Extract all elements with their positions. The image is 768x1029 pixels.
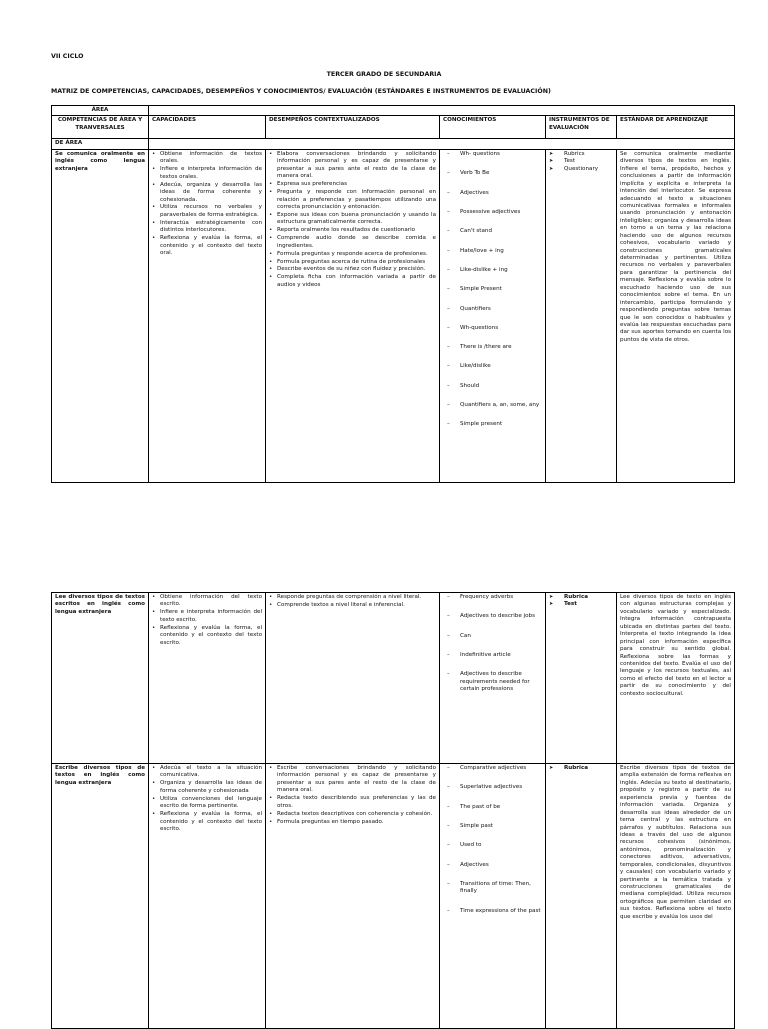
performances-list (269, 765, 436, 826)
capacities-cell (149, 764, 266, 1029)
knowledge-cell (440, 593, 546, 764)
list-item: – Adjectives (443, 862, 542, 869)
list-item: – Possessive adjectives (443, 209, 542, 216)
list-item: • Utiliza convenciones del lenguaje escrito de forma pertinente. (152, 796, 262, 811)
performances-cell (266, 149, 440, 482)
table-row (52, 149, 735, 482)
list-item: • Organiza y desarrolla las ideas de forma coherente y cohesionada (152, 780, 262, 795)
list-item: ➤ Test (549, 158, 613, 165)
list-item: ➤ Questionary (549, 166, 613, 173)
grade-title: TERCER GRADO DE SECUNDARIA (326, 71, 442, 78)
performances-list (269, 594, 436, 609)
competency-matrix-table-bottom (51, 592, 735, 1029)
col-header-competency: COMPETENCIAS DE ÁREA Y TRANVERSALES (52, 116, 149, 139)
list-item: – Wh- questions (443, 151, 542, 158)
de-area-filler (149, 139, 735, 149)
instruments-list (549, 594, 613, 609)
standard-cell: Se comunica oralmente mediante diversos tipos de textos en inglés. Infiere el tema, propósito, hechos y conclusiones a partir de información implícita y explícita e interpreta la intención del interlocutor. Se expresa adecuando el texto a situaciones comunicativas formales e informales usando pronunciación y entonación inteligibles; organiza y desarrolla ideas en torno a un tema y las relaciona haciendo uso de algunos recursos cohesivos, vocabulario variado y construcciones gramaticales determinadas y pertinentes. Utiliza recursos no verbales y paraverbales para garantizar la pertinencia del mensaje. Reflexiona y evalúa sobre lo escuchado haciendo uso de sus conocimientos sobre el tema. En un intercambio, participa formulando y respondiendo preguntas sobre temas que le son conocidos o habituales y evalúa las respuestas escuchadas para dar sus aportes tomando en cuenta los puntos de vista de otros. (617, 149, 735, 482)
list-item: – Adjectives to describe requirements needed for certain professions (443, 671, 542, 693)
list-item: – Like/dislike (443, 363, 542, 370)
list-item: • Describe eventos de su niñez con fluidez y precisión. (269, 266, 436, 273)
list-item: – Wh-questions (443, 325, 542, 332)
list-item: – Transitions of time: Then, finally (443, 881, 542, 896)
capacities-list (152, 594, 262, 647)
performances-cell (266, 593, 440, 764)
list-item: • Redacta textos descriptivos con coherencia y cohesión. (269, 811, 436, 818)
col-header-standard: ESTÁNDAR DE APRENDIZAJE (617, 116, 735, 139)
knowledge-cell (440, 149, 546, 482)
capacities-cell (149, 593, 266, 764)
list-item: – Used to (443, 842, 542, 849)
knowledge-list (443, 594, 542, 694)
list-item: • Responde preguntas de comprensión a nivel literal. (269, 594, 436, 601)
capacities-cell (149, 149, 266, 482)
list-item: • Utiliza recursos no verbales y paraverbales de forma estratégica. (152, 204, 262, 219)
instruments-list (549, 765, 613, 772)
list-item: • Formula preguntas y responde acerca de profesiones. (269, 251, 436, 258)
list-item: – Adjectives to describe jobs (443, 613, 542, 620)
col-header-instruments: INSTRUMENTOS DE EVALUACIÓN (546, 116, 617, 139)
table-row (52, 593, 735, 764)
performances-cell (266, 764, 440, 1029)
list-item: ➤ Rubrics (549, 151, 613, 158)
list-item: – Quantifiers (443, 306, 542, 313)
list-item: • Reporta oralmente los resultados de cuestionario (269, 227, 436, 234)
list-item: – Quantifiers a, an, some, any (443, 402, 542, 409)
knowledge-list (443, 765, 542, 915)
col-header-capacities: CAPACIDADES (149, 116, 266, 139)
instruments-cell (546, 593, 617, 764)
list-item: • Infiere e interpreta información del texto escrito. (152, 609, 262, 624)
list-item: – Can't stand (443, 228, 542, 235)
list-item: – Like-dislike + ing (443, 267, 542, 274)
cycle-label: VII CICLO (51, 53, 84, 60)
list-item: • Expresa sus preferencias (269, 181, 436, 188)
performances-list (269, 151, 436, 289)
competency-cell: Escribe diversos tipos de textos en inglés como lengua extranjera (52, 764, 149, 1029)
list-item: – Simple Present (443, 286, 542, 293)
list-item: • Adecúa, organiza y desarrolla las ideas de forma coherente y cohesionada. (152, 182, 262, 204)
list-item: • Expone sus ideas con buena pronunciación y usando la estructura gramaticalmente correcta. (269, 212, 436, 227)
col-header-performances: DESEMPEÑOS CONTEXTUALIZADOS (266, 116, 440, 139)
list-item: • Comprende textos a nivel literal e inferencial. (269, 602, 436, 609)
list-item: • Adecúa el texto a la situación comunicativa. (152, 765, 262, 780)
list-item: • Formula preguntas acerca de rutina de profesionales (269, 259, 436, 266)
list-item: • Reflexiona y evalúa la forma, el contenido y el contexto del texto escrito. (152, 625, 262, 647)
list-item: • Infiere e interpreta información de textos orales. (152, 166, 262, 181)
list-item: – Simple present (443, 421, 542, 428)
col-header-knowledge: CONOCIMIENTOS (440, 116, 546, 139)
list-item: – The past of be (443, 804, 542, 811)
instruments-cell (546, 764, 617, 1029)
list-item: ➤ Rubrica (549, 594, 613, 601)
instruments-cell (546, 149, 617, 482)
list-item: • Elabora conversaciones brindando y solicitando información personal y es capaz de presentarse y presentar a sus pares ante el resto de la clase de manera oral. (269, 151, 436, 181)
standard-cell: Escribe diversos tipos de textos de amplia extensión de forma reflexiva en inglés. Adecúa su texto al destinatario, propósito y registro a partir de su experiencia previa y fuentes de información variada. Organiza y desarrolla sus ideas alrededor de un tema central y las estructura en párrafos y subtítulos. Relaciona sus ideas a través del uso de algunos recursos cohesivos (sinónimos, antónimos, pronominalización y conectores aditivos, adversativos, temporales, condicionales, disyuntivos y causales) con vocabulario variado y pertinente a la temática tratada y construcciones gramaticales de mediana complejidad. Utiliza recursos ortográficos que permiten claridad en sus textos. Reflexiona sobre el texto que escribe y evalúa los usos del (617, 764, 735, 1029)
list-item: – Can (443, 633, 542, 640)
list-item: • Reflexiona y evalúa la forma, el contenido y el contexto del texto oral. (152, 235, 262, 257)
table-row (52, 764, 735, 1029)
area-header-filler (149, 106, 735, 116)
list-item: – Verb To Be (443, 170, 542, 177)
list-item: – Time expressions of the past (443, 908, 542, 915)
de-area-label: DE ÁREA (52, 139, 149, 149)
list-item: – There is /there are (443, 344, 542, 351)
instruments-list (549, 151, 613, 173)
list-item: ➤ Test (549, 601, 613, 608)
knowledge-list (443, 151, 542, 429)
list-item: • Obtiene información del texto escrito. (152, 594, 262, 609)
matrix-title: MATRIZ DE COMPETENCIAS, CAPACIDADES, DESEMPEÑOS Y CONOCIMIENTOS/ EVALUACIÓN (ESTÁNDARES E INSTRUMENTOS DE EVALUACIÓN) (51, 88, 551, 95)
list-item: – Hate/love + ing (443, 248, 542, 255)
list-item: – Indefinitive article (443, 652, 542, 659)
list-item: • Redacta texto describiendo sus preferencias y las de otros. (269, 795, 436, 810)
capacities-list (152, 151, 262, 258)
area-header: ÁREA (52, 106, 149, 116)
list-item: • Reflexiona y evalúa la forma, el contenido y el contexto del texto escrito. (152, 811, 262, 833)
competency-cell: Lee diversos tipos de textos escritos en inglés como lengua extranjera (52, 593, 149, 764)
competency-cell: Se comunica oralmente en inglés como lengua extranjera (52, 149, 149, 482)
list-item: – Should (443, 383, 542, 390)
capacities-list (152, 765, 262, 833)
list-item: – Comparative adjectives (443, 765, 542, 772)
list-item: – Frequency adverbs (443, 594, 542, 601)
list-item: ➤ Rubrica (549, 765, 613, 772)
list-item: – Superlative adjectives (443, 784, 542, 791)
standard-cell: Lee diversos tipos de texto en inglés con algunas estructuras complejas y vocabulario variado y especializado. Integra información contrapuesta ubicada en distintas partes del texto. Interpreta el texto integrando la idea principal con información específica para construir su sentido global. Reflexiona sobre las formas y contenidos del texto. Evalúa el uso del lenguaje y los recursos textuales, así como el efecto del texto en el lector a partir de su conocimiento y del contexto sociocultural. (617, 593, 735, 764)
list-item: • Completa ficha con información variada a partir de audios y videos (269, 274, 436, 289)
list-item: – Adjectives (443, 190, 542, 197)
list-item: • Interactúa estratégicamente con distintos interlocutores. (152, 220, 262, 235)
list-item: • Pregunta y responde con información personal en relación a preferencias y pasatiempos utilizando una correcta pronunciación y entonación. (269, 189, 436, 211)
list-item: • Comprende audio donde se describe comida e ingredientes. (269, 235, 436, 250)
knowledge-cell (440, 764, 546, 1029)
list-item: • Formula preguntas en tiempo pasado. (269, 819, 436, 826)
competency-matrix-table-top (51, 105, 735, 483)
list-item: • Escribe conversaciones brindando y solicitando información personal y es capaz de presentarse y presentar a sus pares ante el resto de la clase de manera oral. (269, 765, 436, 795)
list-item: – Simple past (443, 823, 542, 830)
list-item: • Obtiene información de textos orales. (152, 151, 262, 166)
